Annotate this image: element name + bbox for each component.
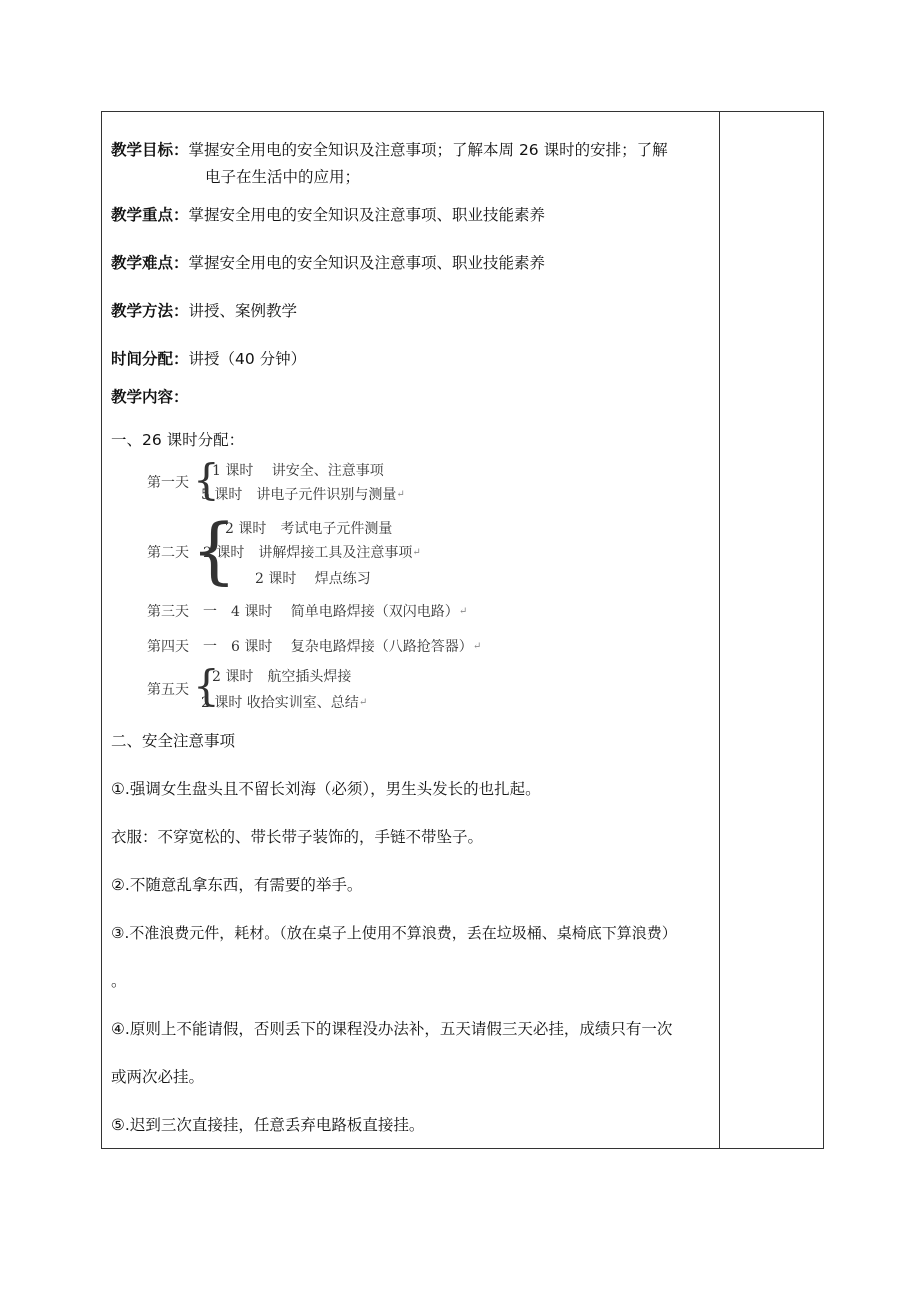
time-allocation-text: 讲授（40 分钟）	[188, 350, 307, 368]
day5-line1: 2 课时 航空插头焊接	[212, 669, 352, 685]
day5-label: 第五天	[147, 682, 189, 698]
teaching-focus-text: 掌握安全用电的安全知识及注意事项、职业技能素养	[188, 206, 546, 224]
teaching-goal	[111, 140, 668, 160]
return-mark-icon: ↵	[458, 606, 468, 617]
section-2-heading: 二、安全注意事项	[111, 732, 236, 750]
section-1-heading: 一、26 课时分配：	[111, 431, 245, 449]
rule-4-line2: 或两次必挂。	[111, 1068, 205, 1086]
rule-clothes: 衣服：不穿宽松的、带长带子装饰的，手链不带坠子。	[111, 828, 484, 846]
day1-line2: 5 课时 讲电子元件识别与测量↵	[201, 487, 405, 503]
teaching-focus	[111, 205, 545, 225]
teaching-method	[111, 301, 297, 321]
rule-2: ②.不随意乱拿东西，有需要的举手。	[111, 876, 363, 894]
day1-line1: 1 课时 讲安全、注意事项	[212, 463, 384, 479]
column-divider	[719, 112, 720, 1148]
day2-line1: 2 课时 考试电子元件测量	[225, 521, 393, 537]
return-mark-icon: ↵	[412, 547, 421, 558]
rule-5: ⑤.迟到三次直接挂，任意丢弃电路板直接挂。	[111, 1116, 425, 1134]
teaching-difficulty-label: 教学难点：	[111, 254, 189, 272]
day4-line: 第四天 一 6 课时 复杂电路焊接（八路抢答器）↵	[147, 639, 482, 655]
return-mark-icon: ↵	[358, 697, 368, 708]
teaching-content-label: 教学内容：	[111, 388, 189, 406]
teaching-difficulty	[111, 253, 545, 273]
teaching-goal-text: 掌握安全用电的安全知识及注意事项；了解本周 26 课时的安排；了解	[188, 141, 668, 159]
return-mark-icon: ↵	[396, 489, 405, 500]
day5-line2: 2 课时 收拾实训室、总结↵	[201, 695, 368, 711]
day2-line3: 2 课时 焊点练习	[255, 571, 371, 587]
rule-3-line1: ③.不准浪费元件，耗材。（放在桌子上使用不算浪费，丢在垃圾桶、桌椅底下算浪费）	[111, 924, 677, 942]
teaching-focus-label: 教学重点：	[111, 206, 189, 224]
lesson-plan-table	[101, 111, 824, 1149]
day2-line2: 2 课时 讲解焊接工具及注意事项↵	[203, 545, 421, 561]
time-allocation-label: 时间分配：	[111, 350, 189, 368]
rule-3-line2: 。	[111, 972, 127, 990]
day2-label: 第二天	[147, 545, 189, 561]
day2-brace: {	[191, 508, 237, 592]
day1-label: 第一天	[147, 475, 189, 491]
teaching-difficulty-text: 掌握安全用电的安全知识及注意事项、职业技能素养	[188, 254, 546, 272]
day3-line: 第三天 一 4 课时 简单电路焊接（双闪电路）↵	[147, 604, 468, 620]
teaching-method-label: 教学方法：	[111, 302, 189, 320]
return-mark-icon: ↵	[472, 641, 482, 652]
day5-brace: {	[193, 661, 220, 710]
rule-4-line1: ④.原则上不能请假，否则丢下的课程没办法补，五天请假三天必挂，成绩只有一次	[111, 1020, 673, 1038]
teaching-method-text: 讲授、案例教学	[188, 302, 298, 320]
day1-brace: {	[193, 455, 220, 504]
rule-1: ①.强调女生盘头且不留长刘海（必须），男生头发长的也扎起。	[111, 780, 541, 798]
teaching-goal-label: 教学目标：	[111, 141, 189, 159]
teaching-goal-text-line2: 电子在生活中的应用；	[205, 168, 361, 186]
time-allocation	[111, 349, 306, 369]
